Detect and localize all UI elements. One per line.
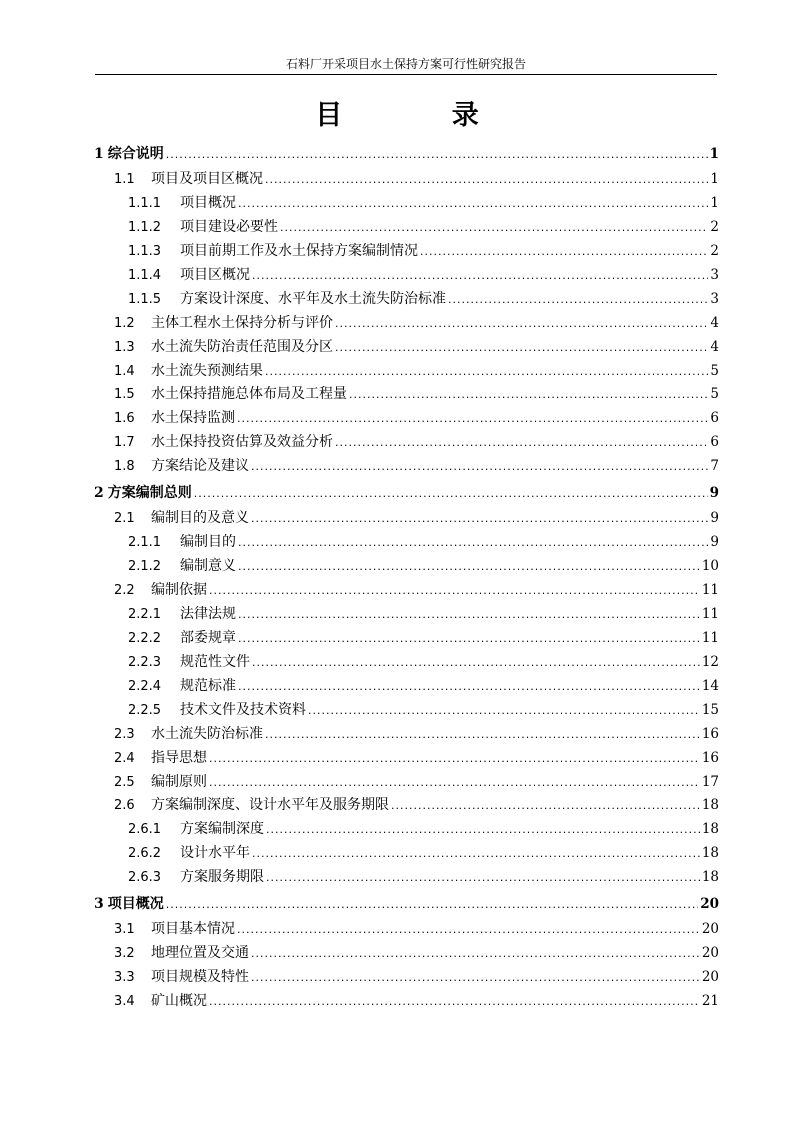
toc-entry-title: 编制目的及意义	[151, 510, 249, 527]
toc-entry-title: 地理位置及交通	[151, 945, 249, 962]
toc-entry-page: 18	[701, 821, 719, 838]
toc-dot-leader	[166, 891, 698, 918]
toc-dot-leader	[252, 651, 700, 675]
toc-dot-leader	[335, 431, 708, 455]
toc-dot-leader	[251, 507, 708, 531]
toc-entry[interactable]	[94, 336, 719, 360]
toc-entry-number: 1	[94, 146, 104, 162]
toc-entry-page: 11	[701, 582, 719, 598]
toc-entry-page: 9	[710, 534, 719, 551]
toc-entry[interactable]	[94, 966, 719, 990]
toc-dot-leader	[280, 216, 708, 240]
toc-dot-leader	[448, 288, 708, 312]
toc-entry-number: 2.1	[114, 511, 135, 527]
toc-entry-page: 17	[701, 773, 719, 790]
toc-entry-title: 矿山概况	[151, 993, 207, 1009]
toc-dot-leader	[265, 360, 708, 384]
toc-entry-title: 水土保持监测	[151, 410, 235, 427]
toc-entry[interactable]	[94, 942, 719, 966]
toc-entry-number: 1.7	[114, 435, 135, 451]
toc-entry-title: 项目前期工作及水土保持方案编制情况	[180, 242, 418, 259]
toc-entry[interactable]	[94, 360, 719, 384]
toc-entry-title: 指导思想	[151, 749, 207, 766]
toc-entry[interactable]	[94, 192, 719, 216]
toc-entry-page: 12	[701, 653, 719, 670]
toc-entry-number: 2.6.3	[128, 870, 162, 886]
toc-entry-number: 3.2	[114, 946, 135, 962]
toc-entry[interactable]	[94, 531, 719, 555]
toc-entry-title: 水土流失预测结果	[151, 362, 263, 379]
toc-entry-page: 1	[709, 146, 719, 162]
toc-entry[interactable]	[94, 771, 719, 795]
toc-entry-title: 水土流失防治标准	[151, 725, 263, 742]
toc-entry-page: 9	[709, 485, 719, 502]
toc-heading: 目 录	[315, 100, 529, 131]
toc-entry-page: 16	[701, 725, 719, 742]
toc-entry-number: 2.6.1	[128, 822, 162, 838]
toc-entry-page: 16	[701, 749, 719, 766]
toc-entry-number: 2	[94, 485, 104, 502]
toc-entry-title: 方案设计深度、水平年及水土流失防治标准	[180, 290, 446, 307]
toc-entry-number: 2.2.2	[128, 630, 162, 646]
toc-dot-leader	[252, 264, 708, 288]
toc-entry-page: 18	[701, 869, 719, 886]
toc-dot-leader	[209, 747, 700, 771]
toc-entry-page: 4	[710, 338, 719, 355]
toc-entry-title: 编制原则	[151, 773, 207, 790]
toc-entry-number: 2.3	[114, 726, 135, 742]
toc-entry-title: 编制意义	[180, 558, 236, 575]
toc-dot-leader	[238, 555, 700, 579]
toc-entry-title: 编制目的	[180, 534, 236, 551]
toc-entry-page: 10	[701, 558, 719, 575]
toc-entry-page: 18	[701, 845, 719, 862]
toc-entry-number: 1.1	[114, 172, 135, 187]
toc-entry-title: 主体工程水土保持分析与评价	[151, 314, 333, 331]
toc-dot-leader	[194, 480, 708, 507]
toc-dot-leader	[251, 966, 700, 990]
toc-dot-leader	[251, 455, 708, 479]
toc-dot-leader	[420, 240, 708, 264]
toc-entry-page: 21	[701, 993, 719, 1009]
toc-entry-title: 项目区概况	[180, 266, 250, 283]
toc-entry[interactable]	[94, 627, 719, 651]
toc-entry[interactable]	[94, 675, 719, 699]
toc-entry[interactable]	[94, 699, 719, 723]
toc-dot-leader	[209, 579, 700, 603]
toc-entry-number: 2.2	[114, 583, 135, 598]
toc-entry[interactable]	[94, 288, 719, 312]
toc-entry-number: 3.4	[114, 994, 135, 1009]
toc-entry[interactable]	[94, 747, 719, 771]
toc-entry-page: 20	[700, 896, 719, 913]
toc-entry[interactable]	[94, 990, 719, 1014]
toc-entry[interactable]	[94, 818, 719, 842]
toc-entry-title: 规范性文件	[180, 653, 250, 670]
toc-dot-leader	[265, 168, 708, 192]
toc-entry-number: 3.3	[114, 970, 135, 986]
toc-entry[interactable]	[94, 431, 719, 455]
toc-dot-leader	[237, 407, 708, 431]
toc-entry-title: 项目建设必要性	[180, 218, 278, 235]
toc-entry-title: 方案服务期限	[180, 869, 264, 886]
toc-entry-page: 5	[710, 362, 719, 379]
toc-dot-leader	[166, 141, 708, 168]
toc-entry[interactable]	[94, 479, 719, 507]
toc-dot-leader	[251, 942, 700, 966]
toc-entry[interactable]	[94, 918, 719, 942]
table-of-contents	[94, 140, 719, 1014]
toc-entry-page: 6	[710, 410, 719, 427]
toc-entry-number: 1.1.4	[128, 267, 162, 283]
toc-dot-leader	[238, 675, 700, 699]
toc-entry-number: 1.8	[114, 459, 135, 475]
toc-entry-page: 3	[710, 266, 719, 283]
toc-dot-leader	[209, 990, 700, 1014]
toc-entry-number: 2.5	[114, 774, 135, 790]
toc-entry[interactable]	[94, 140, 719, 168]
toc-entry-number: 1.2	[114, 315, 135, 331]
toc-entry-number: 2.2.4	[128, 678, 162, 694]
toc-entry-number: 1.4	[114, 363, 135, 379]
toc-entry-page: 4	[710, 314, 719, 331]
toc-entry-number: 2.2.5	[128, 702, 162, 718]
toc-entry-page: 18	[701, 797, 719, 814]
toc-dot-leader	[238, 627, 700, 651]
toc-entry[interactable]	[94, 383, 719, 407]
toc-dot-leader	[238, 192, 708, 216]
toc-dot-leader	[265, 723, 700, 747]
toc-entry-number: 1.1.5	[128, 291, 162, 307]
toc-entry[interactable]	[94, 651, 719, 675]
toc-entry-page: 15	[701, 701, 719, 718]
toc-entry[interactable]	[94, 507, 719, 531]
toc-entry[interactable]	[94, 890, 719, 918]
toc-entry-title: 项目规模及特性	[151, 969, 249, 986]
toc-dot-leader	[335, 336, 708, 360]
toc-entry-page: 11	[701, 605, 719, 622]
toc-dot-leader	[266, 866, 700, 890]
toc-entry-title: 技术文件及技术资料	[180, 701, 306, 718]
toc-entry[interactable]	[94, 866, 719, 890]
toc-entry-title: 编制依据	[151, 582, 207, 598]
toc-entry[interactable]	[94, 555, 719, 579]
report-title: 石料厂开采项目水土保持方案可行性研究报告	[285, 57, 526, 71]
toc-entry-title: 方案编制深度	[180, 821, 264, 838]
toc-entry-number: 2.1.1	[128, 535, 162, 551]
toc-entry-page: 20	[701, 945, 719, 962]
toc-entry-page: 20	[701, 921, 719, 938]
toc-entry-number: 2.6	[114, 798, 135, 814]
toc-entry[interactable]	[94, 842, 719, 866]
toc-entry[interactable]	[94, 455, 719, 479]
toc-entry-title: 水土保持措施总体布局及工程量	[151, 386, 347, 403]
toc-entry-number: 1.5	[114, 387, 135, 403]
toc-dot-leader	[252, 842, 700, 866]
toc-entry-title: 综合说明	[107, 146, 164, 162]
toc-entry-title: 项目及项目区概况	[151, 171, 263, 187]
toc-entry-title: 项目基本情况	[151, 921, 235, 938]
toc-entry-number: 3	[94, 896, 104, 913]
toc-dot-leader	[266, 818, 700, 842]
toc-entry-page: 7	[710, 458, 719, 475]
toc-dot-leader	[238, 603, 700, 627]
toc-entry[interactable]	[94, 240, 719, 264]
toc-entry-number: 1.1.1	[128, 195, 162, 211]
toc-entry[interactable]	[94, 579, 719, 603]
toc-entry-title: 法律法规	[180, 605, 236, 622]
toc-dot-leader	[237, 918, 700, 942]
toc-entry-title: 方案结论及建议	[151, 458, 249, 475]
toc-entry-page: 2	[710, 242, 719, 259]
toc-dot-leader	[349, 383, 708, 407]
toc-entry-page: 5	[710, 386, 719, 403]
toc-entry-number: 3.1	[114, 922, 135, 938]
toc-entry[interactable]	[94, 168, 719, 192]
toc-entry[interactable]	[94, 407, 719, 431]
toc-entry-page: 20	[701, 969, 719, 986]
toc-entry-page: 1	[710, 194, 719, 211]
toc-entry-page: 9	[710, 510, 719, 527]
toc-entry-page: 1	[710, 171, 719, 187]
toc-entry[interactable]	[94, 603, 719, 627]
toc-entry-title: 水土保持投资估算及效益分析	[151, 434, 333, 451]
toc-entry-page: 6	[710, 434, 719, 451]
toc-entry-number: 1.6	[114, 411, 135, 427]
toc-entry-page: 14	[701, 677, 719, 694]
toc-entry-title: 项目概况	[107, 896, 164, 913]
toc-dot-leader	[391, 794, 700, 818]
toc-entry-title: 方案编制深度、设计水平年及服务期限	[151, 797, 389, 814]
toc-entry-number: 1.1.2	[128, 219, 162, 235]
toc-entry[interactable]	[94, 264, 719, 288]
toc-entry-title: 水土流失防治责任范围及分区	[151, 338, 333, 355]
toc-entry-number: 2.2.3	[128, 654, 162, 670]
toc-entry-number: 2.6.2	[128, 846, 162, 862]
toc-entry[interactable]	[94, 216, 719, 240]
toc-entry-page: 11	[701, 629, 719, 646]
toc-entry-page: 2	[710, 218, 719, 235]
toc-dot-leader	[209, 771, 700, 795]
toc-entry-number: 1.3	[114, 339, 135, 355]
toc-dot-leader	[335, 312, 708, 336]
toc-entry[interactable]	[94, 794, 719, 818]
toc-entry-title: 设计水平年	[180, 845, 250, 862]
toc-entry-title: 项目概况	[180, 194, 236, 211]
toc-entry-title: 规范标准	[180, 677, 236, 694]
toc-entry-number: 2.2.1	[128, 606, 162, 622]
toc-entry[interactable]	[94, 312, 719, 336]
toc-dot-leader	[308, 699, 700, 723]
toc-dot-leader	[238, 531, 708, 555]
toc-entry-number: 2.4	[114, 750, 135, 766]
toc-entry-number: 2.1.2	[128, 559, 162, 575]
toc-entry-number: 1.1.3	[128, 243, 162, 259]
toc-entry-title: 部委规章	[180, 629, 236, 646]
toc-entry[interactable]	[94, 723, 719, 747]
page-header	[95, 56, 717, 75]
toc-entry-page: 3	[710, 290, 719, 307]
toc-entry-title: 方案编制总则	[107, 485, 192, 502]
